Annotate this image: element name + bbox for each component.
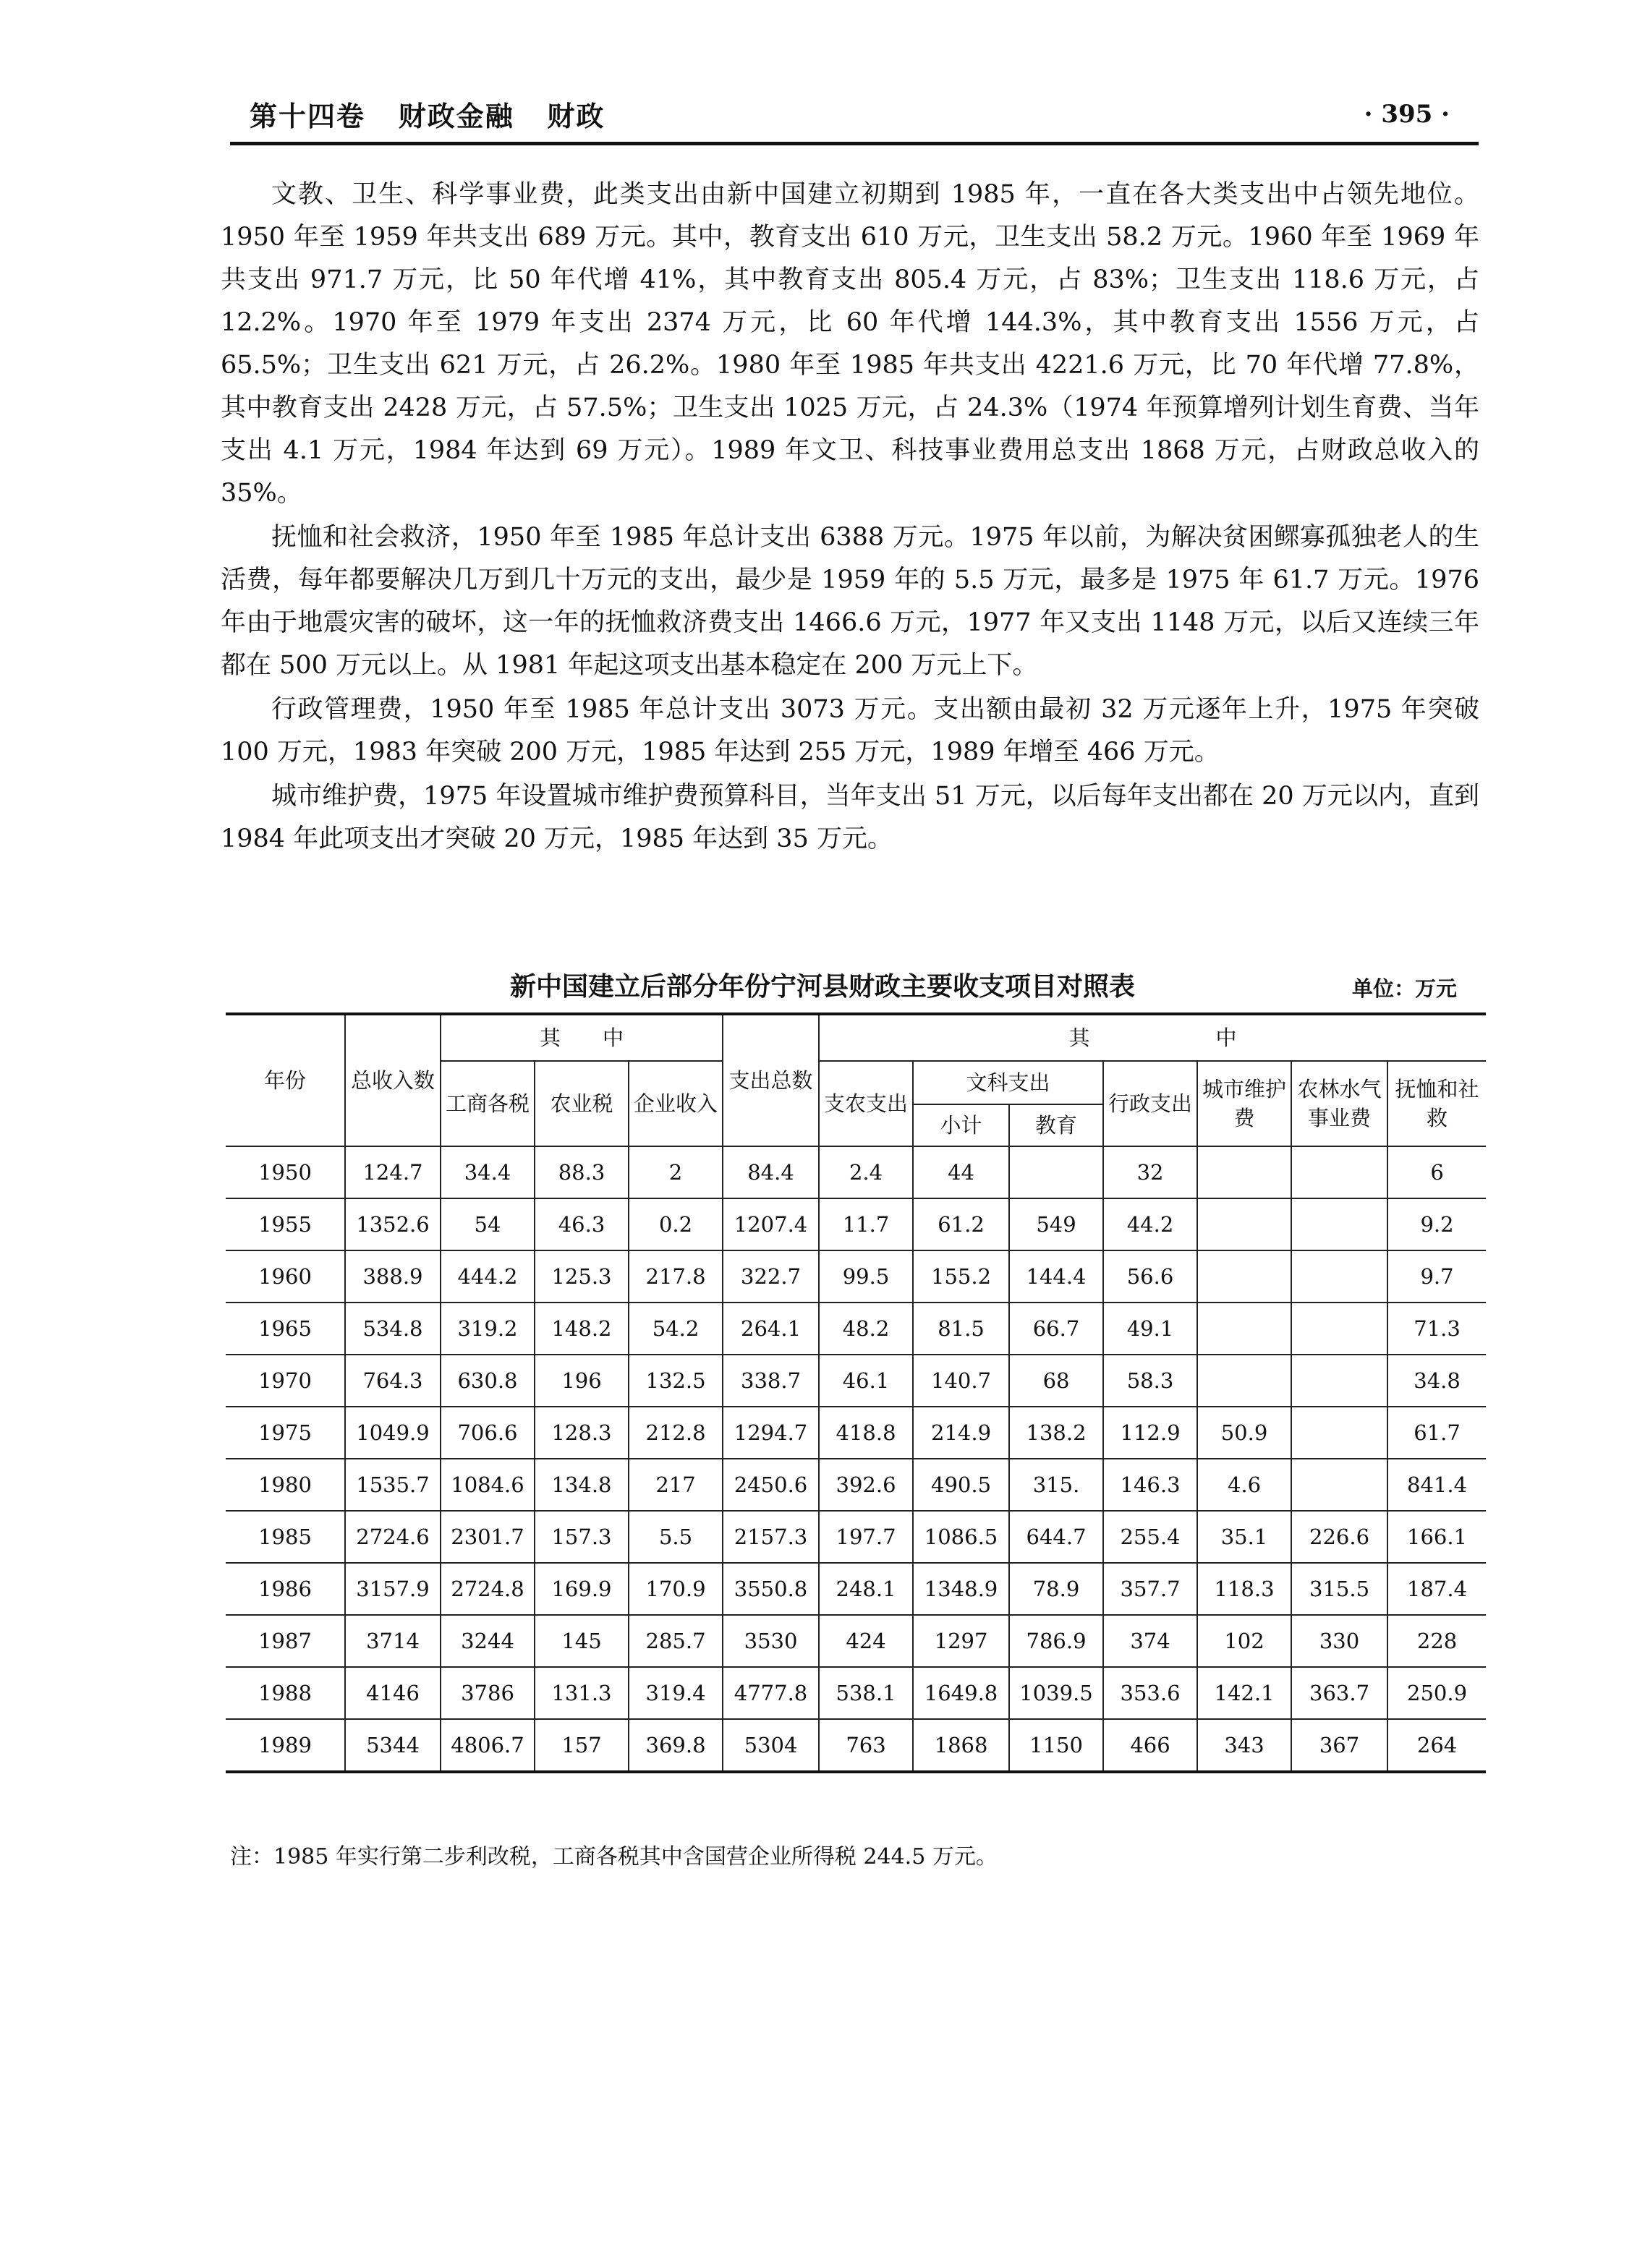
table-cell: 392.6 — [819, 1459, 913, 1511]
year-cell: 1987 — [226, 1615, 345, 1667]
table-cell: 157 — [535, 1719, 629, 1772]
table-cell: 138.2 — [1009, 1407, 1103, 1459]
table-cell: 44 — [913, 1146, 1009, 1198]
paragraph-city-maintenance: 城市维护费，1975 年设置城市维护费预算科目，当年支出 51 万元，以后每年支出都在 20 万元以内，直到 1984 年此项支出才突破 20 万元，1985 年达到 35 万元。 — [221, 782, 1479, 853]
table-cell: 78.9 — [1009, 1563, 1103, 1615]
table-cell: 1207.4 — [723, 1198, 819, 1250]
table-cell: 34.4 — [441, 1146, 535, 1198]
table-cell: 50.9 — [1197, 1407, 1291, 1459]
table-cell: 706.6 — [441, 1407, 535, 1459]
table-row — [226, 1303, 1486, 1355]
table-cell: 9.7 — [1387, 1250, 1486, 1303]
table-cell: 81.5 — [913, 1303, 1009, 1355]
table-cell: 99.5 — [819, 1250, 913, 1303]
table-row — [226, 1563, 1486, 1615]
table-cell: 338.7 — [723, 1355, 819, 1407]
table-cell: 388.9 — [345, 1250, 441, 1303]
table-cell: 1294.7 — [723, 1407, 819, 1459]
table-cell — [1291, 1146, 1387, 1198]
table-row — [226, 1250, 1486, 1303]
table-cell: 466 — [1103, 1719, 1197, 1772]
table-cell: 9.2 — [1387, 1198, 1486, 1250]
table-cell: 166.1 — [1387, 1511, 1486, 1563]
table-cell: 1039.5 — [1009, 1667, 1103, 1719]
table-cell: 841.4 — [1387, 1459, 1486, 1511]
table-cell: 0.2 — [629, 1198, 723, 1250]
table-cell: 144.4 — [1009, 1250, 1103, 1303]
table-cell: 217.8 — [629, 1250, 723, 1303]
header-culture-science: 文科支出 — [913, 1061, 1103, 1104]
header-rule — [230, 142, 1479, 145]
table-cell: 1049.9 — [345, 1407, 441, 1459]
table-row — [226, 1719, 1486, 1772]
table-cell: 764.3 — [345, 1355, 441, 1407]
header-expense-group: 其 中 — [819, 1014, 1486, 1061]
table-cell: 32 — [1103, 1146, 1197, 1198]
table-cell: 128.3 — [535, 1407, 629, 1459]
page-number: · 395 · — [1364, 100, 1450, 129]
table-row — [226, 1355, 1486, 1407]
table-cell: 3244 — [441, 1615, 535, 1667]
table-cell — [1197, 1146, 1291, 1198]
header-admin: 行政支出 — [1103, 1061, 1197, 1146]
table-cell: 2724.6 — [345, 1511, 441, 1563]
table-row — [226, 1198, 1486, 1250]
table-cell: 3550.8 — [723, 1563, 819, 1615]
table-cell: 187.4 — [1387, 1563, 1486, 1615]
header-subtotal: 小计 — [913, 1104, 1009, 1146]
table-cell: 140.7 — [913, 1355, 1009, 1407]
table-cell: 54 — [441, 1198, 535, 1250]
table-cell: 4806.7 — [441, 1719, 535, 1772]
header-income-group: 其 中 — [441, 1014, 723, 1061]
table-cell: 170.9 — [629, 1563, 723, 1615]
table-cell: 58.3 — [1103, 1355, 1197, 1407]
table-cell: 264.1 — [723, 1303, 819, 1355]
table-row — [226, 1667, 1486, 1719]
table-cell: 46.3 — [535, 1198, 629, 1250]
table-row — [226, 1146, 1486, 1198]
table-cell: 763 — [819, 1719, 913, 1772]
table-cell — [1291, 1459, 1387, 1511]
table-cell: 534.8 — [345, 1303, 441, 1355]
table-cell: 145 — [535, 1615, 629, 1667]
table-cell: 1297 — [913, 1615, 1009, 1667]
table-cell: 11.7 — [819, 1198, 913, 1250]
table-cell: 644.7 — [1009, 1511, 1103, 1563]
table-cell: 169.9 — [535, 1563, 629, 1615]
table-cell: 319.4 — [629, 1667, 723, 1719]
header-agri-tax: 农业税 — [535, 1061, 629, 1146]
table-cell: 142.1 — [1197, 1667, 1291, 1719]
table-row — [226, 1459, 1486, 1511]
table-cell: 1150 — [1009, 1719, 1103, 1772]
table-cell: 68 — [1009, 1355, 1103, 1407]
table-cell: 49.1 — [1103, 1303, 1197, 1355]
table-cell: 84.4 — [723, 1146, 819, 1198]
table-cell: 61.2 — [913, 1198, 1009, 1250]
table-cell: 5.5 — [629, 1511, 723, 1563]
table-cell: 3714 — [345, 1615, 441, 1667]
table-cell: 4.6 — [1197, 1459, 1291, 1511]
header-city-maintenance: 城市维护费 — [1197, 1061, 1291, 1146]
table-cell: 250.9 — [1387, 1667, 1486, 1719]
year-cell: 1985 — [226, 1511, 345, 1563]
year-cell: 1970 — [226, 1355, 345, 1407]
table-cell: 88.3 — [535, 1146, 629, 1198]
table-cell: 367 — [1291, 1719, 1387, 1772]
table-cell — [1197, 1303, 1291, 1355]
table-cell: 424 — [819, 1615, 913, 1667]
table-body — [226, 1146, 1486, 1772]
year-cell: 1960 — [226, 1250, 345, 1303]
table-cell: 630.8 — [441, 1355, 535, 1407]
table-cell: 315.5 — [1291, 1563, 1387, 1615]
table-cell: 357.7 — [1103, 1563, 1197, 1615]
table-cell: 132.5 — [629, 1355, 723, 1407]
table-cell: 56.6 — [1103, 1250, 1197, 1303]
table-cell: 3786 — [441, 1667, 535, 1719]
paragraph-relief: 抚恤和社会救济，1950 年至 1985 年总计支出 6388 万元。1975 年以前，为解决贫困鳏寡孤独老人的生活费，每年都要解决几万到几十万元的支出，最少是 1959 年的 5.5 万元，最多是 1975 年 61.7 万元。1976 年由于地震灾害的破坏，这一年的抚恤救济费支出 1466.6 万元，1977 年又支出 1148 万元，以后又连续三年都在 500 万元以上。从 1981 年起这项支出基本稳定在 200 万元上下。 — [221, 523, 1479, 680]
body-text — [221, 174, 1479, 862]
year-cell: 1950 — [226, 1146, 345, 1198]
table-cell: 444.2 — [441, 1250, 535, 1303]
table-cell: 1535.7 — [345, 1459, 441, 1511]
table-cell: 343 — [1197, 1719, 1291, 1772]
table-cell: 1868 — [913, 1719, 1009, 1772]
year-cell: 1965 — [226, 1303, 345, 1355]
header-total-income: 总收入数 — [345, 1014, 441, 1146]
year-cell: 1975 — [226, 1407, 345, 1459]
table-cell: 2.4 — [819, 1146, 913, 1198]
table-cell — [1291, 1250, 1387, 1303]
table-cell: 2724.8 — [441, 1563, 535, 1615]
table-cell: 786.9 — [1009, 1615, 1103, 1667]
table-cell: 1649.8 — [913, 1667, 1009, 1719]
table-cell: 118.3 — [1197, 1563, 1291, 1615]
table-cell: 2450.6 — [723, 1459, 819, 1511]
table-cell — [1197, 1250, 1291, 1303]
table-cell: 3157.9 — [345, 1563, 441, 1615]
table-cell: 44.2 — [1103, 1198, 1197, 1250]
table-cell: 4146 — [345, 1667, 441, 1719]
table-cell: 538.1 — [819, 1667, 913, 1719]
table-cell: 4777.8 — [723, 1667, 819, 1719]
table-cell: 1084.6 — [441, 1459, 535, 1511]
table-cell: 2157.3 — [723, 1511, 819, 1563]
table-cell: 146.3 — [1103, 1459, 1197, 1511]
table-cell: 330 — [1291, 1615, 1387, 1667]
table-cell: 248.1 — [819, 1563, 913, 1615]
table-cell: 35.1 — [1197, 1511, 1291, 1563]
table-cell: 6 — [1387, 1146, 1486, 1198]
table-cell — [1197, 1198, 1291, 1250]
table-cell: 125.3 — [535, 1250, 629, 1303]
paragraph-culture-education: 文教、卫生、科学事业费，此类支出由新中国建立初期到 1985 年，一直在各大类支出中占领先地位。1950 年至 1959 年共支出 689 万元。其中，教育支出 610 万元，卫生支出 58.2 万元。1960 年至 1969 年共支出 971.7 万元，比 50 年代增 41%，其中教育支出 805.4 万元，占 83%；卫生支出 118.6 万元，占 12.2%。1970 年至 1979 年支出 2374 万元，比 60 年代增 144.3%，其中教育支出 1556 万元，占 65.5%；卫生支出 621 万元，占 26.2%。1980 年至 1985 年共支出 4221.6 万元，比 70 年代增 77.8%，其中教育支出 2428 万元，占 57.5%；卫生支出 1025 万元，占 24.3%（1974 年预算增列计划生育费、当年支出 4.1 万元，1984 年达到 69 万元）。1989 年文卫、科技事业费用总支出 1868 万元，占财政总收入的 35%。 — [221, 180, 1479, 508]
table-cell — [1291, 1407, 1387, 1459]
table-cell: 5304 — [723, 1719, 819, 1772]
table-cell: 3530 — [723, 1615, 819, 1667]
table-cell: 315. — [1009, 1459, 1103, 1511]
table-cell — [1197, 1355, 1291, 1407]
table-cell: 48.2 — [819, 1303, 913, 1355]
header-total-expense: 支出总数 — [723, 1014, 819, 1146]
table-cell: 1348.9 — [913, 1563, 1009, 1615]
table-cell: 1352.6 — [345, 1198, 441, 1250]
header-relief: 抚恤和社救 — [1387, 1061, 1486, 1146]
table-cell: 5344 — [345, 1719, 441, 1772]
header-enterprise-income: 企业收入 — [629, 1061, 723, 1146]
table-row — [226, 1511, 1486, 1563]
header-agri-forestry-water: 农林水气事业费 — [1291, 1061, 1387, 1146]
table-cell — [1291, 1198, 1387, 1250]
table-cell: 212.8 — [629, 1407, 723, 1459]
table-title: 新中国建立后部分年份宁河县财政主要收支项目对照表 — [509, 972, 1135, 1002]
table-cell: 124.7 — [345, 1146, 441, 1198]
table-cell: 369.8 — [629, 1719, 723, 1772]
table-cell: 157.3 — [535, 1511, 629, 1563]
finance-table — [226, 1012, 1486, 1773]
table-cell: 285.7 — [629, 1615, 723, 1667]
table-cell: 66.7 — [1009, 1303, 1103, 1355]
table-row — [226, 1407, 1486, 1459]
header-education: 教育 — [1009, 1104, 1103, 1146]
year-cell: 1980 — [226, 1459, 345, 1511]
table-cell: 490.5 — [913, 1459, 1009, 1511]
table-unit: 单位：万元 — [1351, 976, 1457, 1001]
table-cell: 217 — [629, 1459, 723, 1511]
table-cell: 226.6 — [1291, 1511, 1387, 1563]
table-cell — [1291, 1355, 1387, 1407]
table-cell: 319.2 — [441, 1303, 535, 1355]
table-cell: 322.7 — [723, 1250, 819, 1303]
table-cell: 34.8 — [1387, 1355, 1486, 1407]
volume-title: 第十四卷 财政金融 财政 — [250, 101, 605, 132]
table-cell: 71.3 — [1387, 1303, 1486, 1355]
table-cell: 353.6 — [1103, 1667, 1197, 1719]
table-cell: 549 — [1009, 1198, 1103, 1250]
year-cell: 1988 — [226, 1667, 345, 1719]
table-cell: 102 — [1197, 1615, 1291, 1667]
table-cell: 61.7 — [1387, 1407, 1486, 1459]
table-cell: 134.8 — [535, 1459, 629, 1511]
table-cell: 197.7 — [819, 1511, 913, 1563]
table-cell: 2301.7 — [441, 1511, 535, 1563]
table-cell: 54.2 — [629, 1303, 723, 1355]
table-cell: 363.7 — [1291, 1667, 1387, 1719]
table-cell: 155.2 — [913, 1250, 1009, 1303]
table-cell: 228 — [1387, 1615, 1486, 1667]
table-cell: 264 — [1387, 1719, 1486, 1772]
table-cell: 418.8 — [819, 1407, 913, 1459]
year-cell: 1955 — [226, 1198, 345, 1250]
header-agri-support: 支农支出 — [819, 1061, 913, 1146]
table-cell: 255.4 — [1103, 1511, 1197, 1563]
table-cell: 2 — [629, 1146, 723, 1198]
year-cell: 1989 — [226, 1719, 345, 1772]
header-year: 年份 — [226, 1014, 345, 1146]
table-cell — [1291, 1303, 1387, 1355]
year-cell: 1986 — [226, 1563, 345, 1615]
paragraph-admin: 行政管理费，1950 年至 1985 年总计支出 3073 万元。支出额由最初 32 万元逐年上升，1975 年突破 100 万元，1983 年突破 200 万元，1985 年达到 255 万元，1989 年增至 466 万元。 — [221, 695, 1479, 767]
table-cell: 214.9 — [913, 1407, 1009, 1459]
table-cell: 1086.5 — [913, 1511, 1009, 1563]
table-cell: 131.3 — [535, 1667, 629, 1719]
table-row — [226, 1615, 1486, 1667]
table-cell: 374 — [1103, 1615, 1197, 1667]
table-cell: 196 — [535, 1355, 629, 1407]
table-footnote: 注：1985 年实行第二步利改税，工商各税其中含国营企业所得税 244.5 万元。 — [230, 1844, 998, 1870]
table-cell: 46.1 — [819, 1355, 913, 1407]
table-cell: 148.2 — [535, 1303, 629, 1355]
header-gongshang-tax: 工商各税 — [441, 1061, 535, 1146]
table-cell — [1009, 1146, 1103, 1198]
table-cell: 112.9 — [1103, 1407, 1197, 1459]
